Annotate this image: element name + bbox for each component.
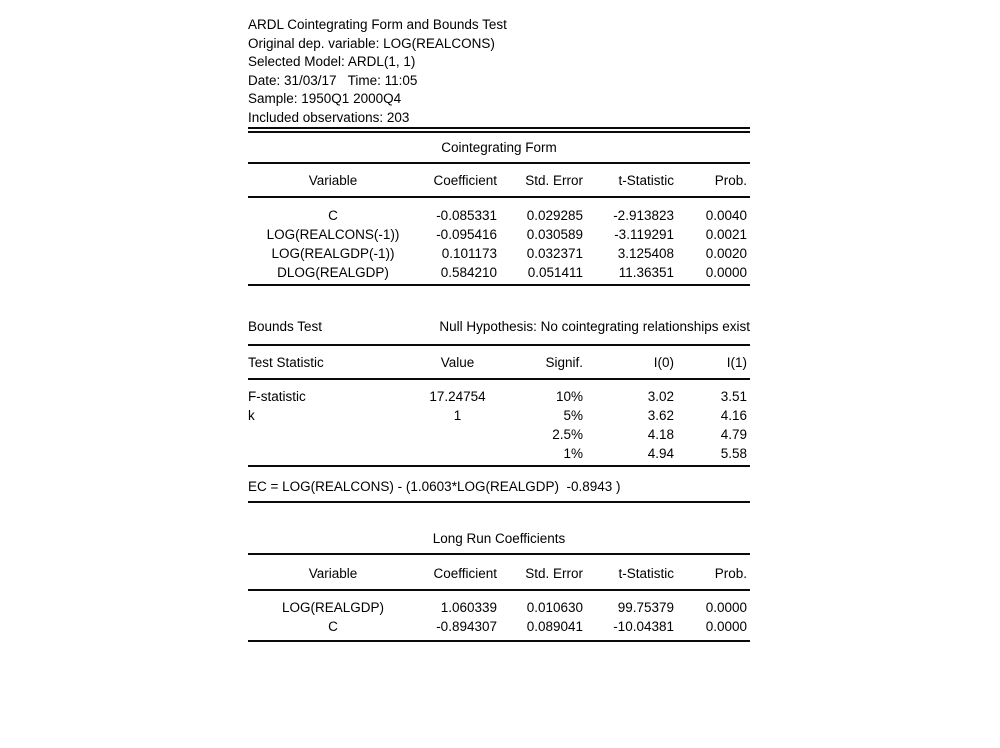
header-line: Selected Model: ARDL(1, 1) [248, 54, 416, 69]
table-cell: 0.032371 [526, 246, 583, 261]
table-cell: 1% [563, 446, 583, 461]
table-cell: 1 [453, 408, 462, 423]
table-cell: 5% [563, 408, 583, 423]
divider-double-rule [248, 501, 750, 503]
table-cell: 17.24754 [429, 389, 486, 404]
table-cell: 1.060339 [440, 600, 497, 615]
report-header [248, 16, 750, 127]
bounds-test-header [248, 317, 750, 336]
column-header: Variable [308, 172, 358, 188]
table-cell: C [328, 619, 338, 634]
table-cell: 0.0021 [705, 227, 747, 242]
divider-double-rule [248, 284, 750, 286]
divider-double-rule [248, 640, 750, 642]
table-row [248, 387, 750, 406]
table-row [248, 206, 750, 225]
table-body [248, 380, 750, 465]
table-cell: 4.94 [647, 446, 674, 461]
table-row [248, 225, 750, 244]
table-row [248, 244, 750, 263]
header-line: Original dep. variable: LOG(REALCONS) [248, 35, 495, 51]
table-cell: k [248, 408, 255, 423]
divider-double-rule [248, 465, 750, 467]
column-header: I(1) [726, 354, 747, 370]
column-header: t-Statistic [618, 565, 674, 581]
table-cell: 0.0000 [705, 265, 747, 280]
table-cell: 4.16 [720, 408, 747, 423]
table-cell: 0.0000 [705, 619, 747, 634]
column-header: I(0) [653, 354, 674, 370]
table-cell: F-statistic [248, 389, 306, 404]
table-cell: 3.125408 [617, 246, 674, 261]
divider-double-rule [248, 131, 750, 133]
bounds-test-section [248, 317, 750, 467]
table-cell: -10.04381 [613, 619, 674, 634]
table-cell: 5.58 [720, 446, 747, 461]
table-cell: LOG(REALGDP(-1)) [271, 246, 395, 261]
table-row [248, 617, 750, 636]
table-cell: DLOG(REALGDP) [277, 265, 389, 280]
column-header: Prob. [714, 172, 747, 188]
table-cell: 0.584210 [440, 265, 497, 280]
table-cell: 10% [555, 389, 583, 404]
table-row [248, 425, 750, 444]
table-cell: 11.36351 [618, 265, 674, 280]
bounds-test-label: Bounds Test [248, 319, 323, 334]
section-title: Cointegrating Form [441, 140, 557, 155]
table-row [248, 444, 750, 463]
long-run-section [248, 525, 750, 642]
divider-double-rule [248, 127, 750, 129]
column-header: Test Statistic [248, 354, 324, 370]
header-line: Included observations: 203 [248, 109, 410, 125]
table-cell [418, 444, 497, 463]
table-cell: 0.030589 [526, 227, 583, 242]
table-cell: 0.0040 [705, 208, 747, 223]
table-header-row [248, 346, 750, 378]
table-cell: -2.913823 [613, 208, 674, 223]
table-cell: 3.51 [720, 389, 747, 404]
table-cell: 0.101173 [441, 246, 497, 261]
column-header: Coefficient [433, 172, 497, 188]
eviews-output-report [248, 16, 750, 642]
null-hypothesis-label: Null Hypothesis: No cointegrating relationships exist [439, 319, 750, 334]
table-cell: 0.029285 [526, 208, 583, 223]
column-header: t-Statistic [618, 172, 674, 188]
table-row [248, 598, 750, 617]
table-cell: 0.089041 [526, 619, 583, 634]
table-cell: 0.051411 [527, 265, 583, 280]
divider-double-rule [248, 553, 750, 555]
column-header: Std. Error [525, 172, 583, 188]
table-cell: 4.18 [647, 427, 674, 442]
table-cell: 2.5% [552, 427, 583, 442]
table-cell: -0.894307 [436, 619, 497, 634]
table-header-row [248, 164, 750, 196]
column-header: Coefficient [433, 565, 497, 581]
table-cell [248, 425, 418, 444]
table-cell: LOG(REALCONS(-1)) [266, 227, 400, 242]
table-cell: -3.119291 [614, 227, 674, 242]
header-line: Sample: 1950Q1 2000Q4 [248, 91, 402, 106]
table-header-row [248, 557, 750, 589]
column-header: Std. Error [525, 565, 583, 581]
table-cell [248, 444, 418, 463]
table-cell: 0.010630 [526, 600, 583, 615]
table-cell: LOG(REALGDP) [281, 600, 385, 615]
section-title: Long Run Coefficients [432, 531, 566, 546]
table-cell: -0.085331 [436, 208, 497, 223]
table-cell: 0.0020 [705, 246, 747, 261]
table-body [248, 198, 750, 284]
header-line: Date: 31/03/17 Time: 11:05 [248, 72, 418, 88]
column-header: Value [440, 354, 475, 370]
column-header: Prob. [714, 565, 747, 581]
cointegrating-form-section [248, 134, 750, 286]
table-cell: 0.0000 [705, 600, 747, 615]
table-cell: 3.02 [647, 389, 674, 404]
table-cell: 3.62 [647, 408, 674, 423]
table-row [248, 406, 750, 425]
column-header: Signif. [545, 354, 583, 370]
table-cell: 99.75379 [617, 600, 674, 615]
ec-equation: EC = LOG(REALCONS) - (1.0603*LOG(REALGDP) -0.8943 ) [248, 479, 621, 494]
table-cell: -0.095416 [436, 227, 497, 242]
report-title: ARDL Cointegrating Form and Bounds Test [248, 17, 507, 32]
table-row [248, 263, 750, 282]
table-cell: 4.79 [720, 427, 747, 442]
table-cell [418, 425, 497, 444]
column-header: Variable [308, 565, 358, 581]
table-cell: C [328, 208, 338, 223]
table-body [248, 591, 750, 640]
